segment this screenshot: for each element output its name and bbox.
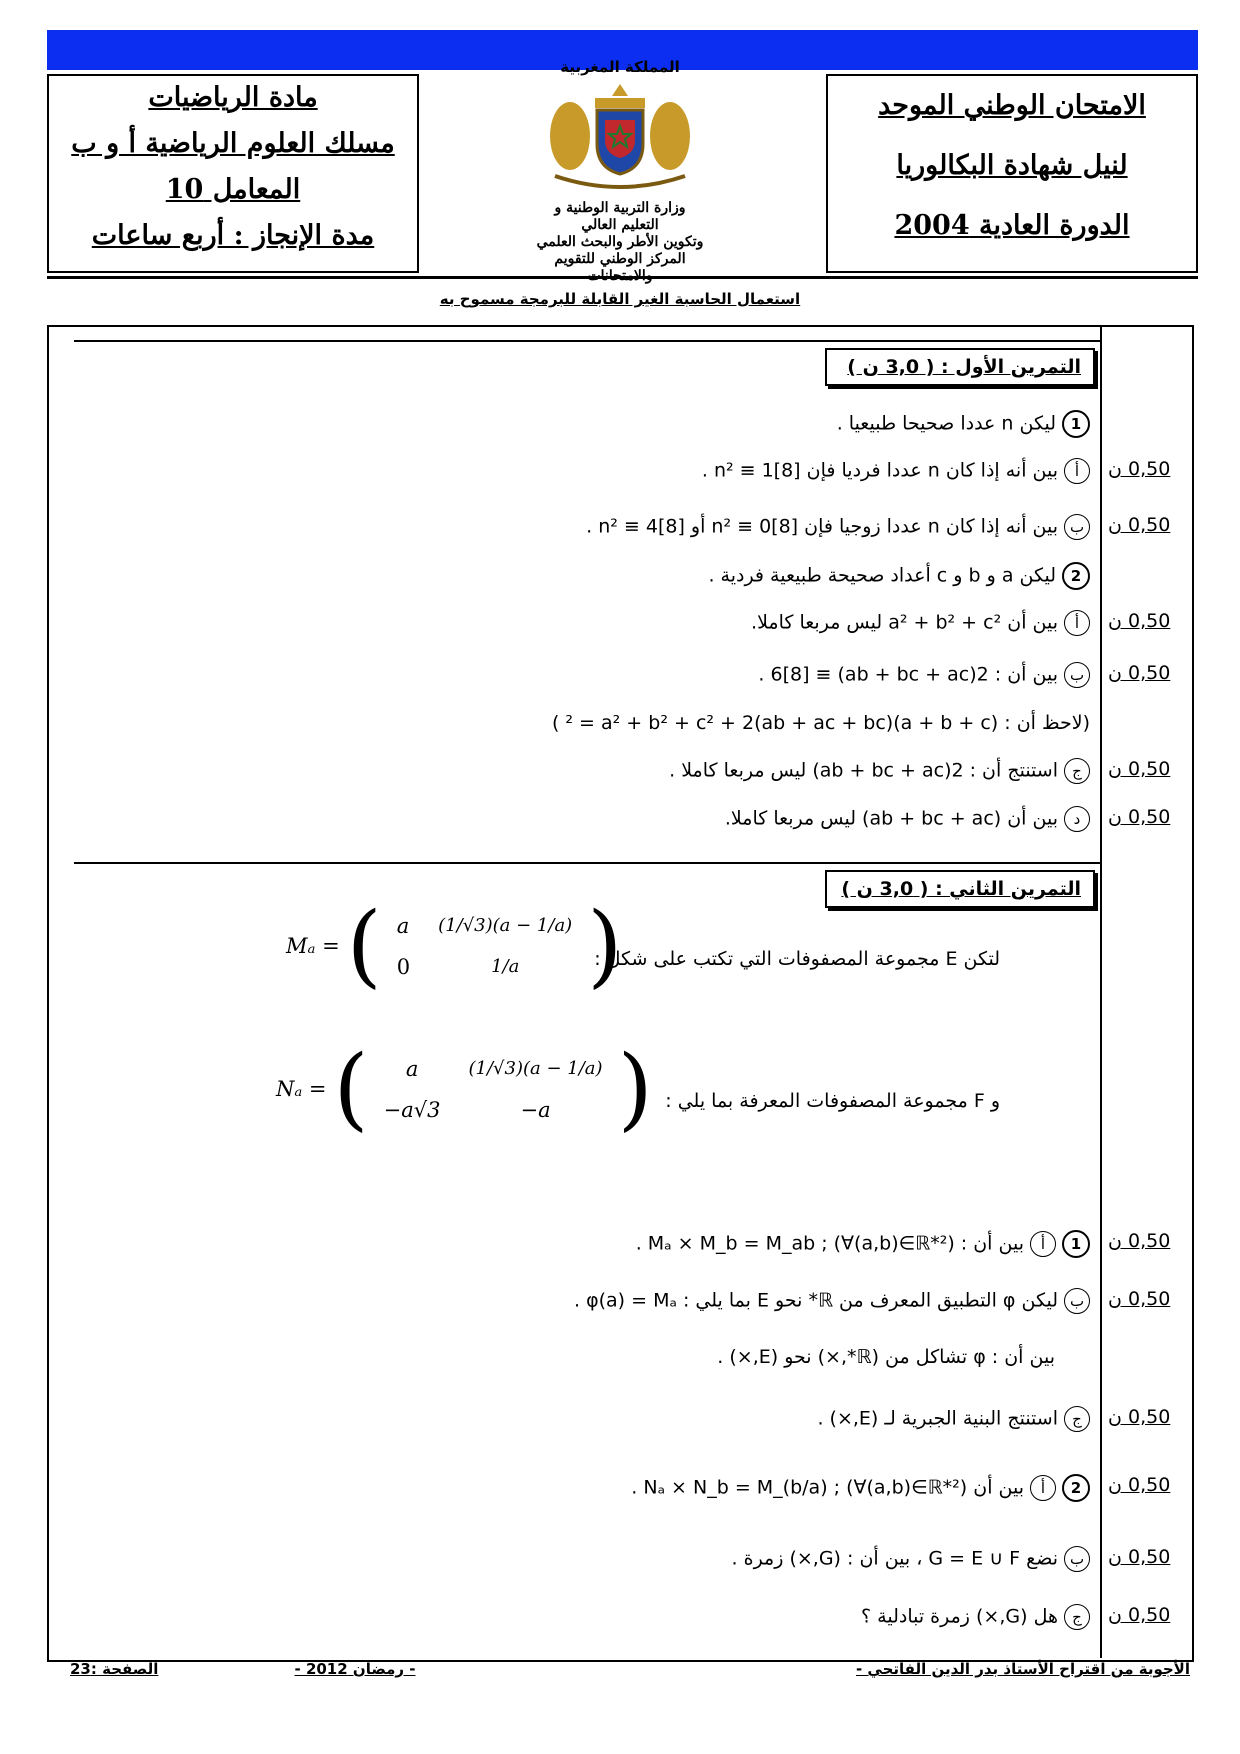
matrix-M — [285, 893, 623, 998]
ministry-line-3: المركز الوطني للتقويم — [554, 251, 686, 267]
ex2-q1b-cont: بين أن : φ تشاكل من (ℝ*,×) نحو (E,×) . — [717, 1346, 1055, 1368]
footer-author: الأجوبة من اقتراح الأستاذ بدر الدين الفاتحي - — [855, 1660, 1190, 1678]
matrix-M-r1c2: (1/√3)(a − 1/a) — [438, 915, 573, 936]
exercise-2-title: التمرين الثاني : ( 3,0 ن ) — [825, 870, 1095, 908]
matrix-M-r2c1: 0 — [396, 954, 411, 979]
ex2-q2c-points: 0,50 ن — [1108, 1604, 1171, 1626]
exam-title-line-2: لنيل شهادة البكالوريا — [896, 150, 1128, 181]
ex2-q1c: جاستنتج البنية الجبرية لـ (E,×) . — [817, 1406, 1090, 1432]
exam-duration: مدة الإنجاز : أربع ساعات — [91, 220, 375, 251]
ex2-q2a-points: 0,50 ن — [1108, 1474, 1171, 1496]
header-divider — [47, 276, 1198, 279]
ex2-intro-F: و F مجموعة المصفوفات المعرفة بما يلي : — [665, 1090, 1000, 1112]
ex2-q2a: 2أبين أن Nₐ × N_b = M_(b/a) ; (∀(a,b)∈ℝ*²) . — [631, 1474, 1090, 1502]
subject-coefficient: المعامل 10 — [165, 174, 301, 205]
ex1-q2c: جاستنتج أن : 2(ab + bc + ac) ليس مربعا كاملا . — [669, 758, 1090, 784]
matrix-M-r2c2: 1/a — [491, 956, 520, 977]
matrix-N-r2c2: −a — [520, 1097, 551, 1122]
exam-session: الدورة العادية 2004 — [894, 210, 1130, 241]
ex2-q1a-points: 0,50 ن — [1108, 1230, 1171, 1252]
ex1-q1a-points: 0,50 ن — [1108, 458, 1171, 480]
matrix-N — [275, 1036, 654, 1141]
ex1-q2a-points: 0,50 ن — [1108, 610, 1171, 632]
ex1-hint: (لاحظ أن : (a + b + c)² = a² + b² + c² + 2(ab + ac + bc) ) — [551, 712, 1090, 734]
matrix-M-right-paren: ) — [587, 893, 623, 998]
subject-info-box — [47, 74, 419, 273]
ex2-q1a: 1أبين أن : Mₐ × M_b = M_ab ; (∀(a,b)∈ℝ*²) . — [636, 1230, 1090, 1258]
matrix-M-r1c1: a — [396, 913, 410, 938]
matrix-N-left-paren: ( — [333, 1036, 369, 1141]
exercise-1-separator — [74, 340, 1100, 342]
ex1-q1-stem: 1ليكن n عددا صحيحا طبيعيا . — [837, 410, 1090, 438]
ex1-q1b: ببين أنه إذا كان n عددا زوجيا فإن n² ≡ 0[8] أو n² ≡ 4[8] . — [586, 514, 1090, 540]
ex1-q2a: أبين أن a² + b² + c² ليس مربعا كاملا. — [751, 610, 1090, 636]
ministry-line-2: وتكوين الأطر والبحث العلمي — [536, 234, 704, 250]
exercise-1-title: التمرين الأول : ( 3,0 ن ) — [825, 348, 1095, 386]
footer-page-number: الصفحة :23 — [70, 1660, 159, 1678]
calculator-note: استعمال الحاسبة الغير القابلة للبرمجة مسموح به — [439, 290, 801, 308]
ex2-q2b-points: 0,50 ن — [1108, 1546, 1171, 1568]
ex1-q2c-points: 0,50 ن — [1108, 758, 1171, 780]
matrix-N-label: Nₐ = — [276, 1077, 327, 1101]
matrix-M-label: Mₐ = — [286, 934, 340, 958]
ministry-line-1: وزارة التربية الوطنية و التعليم العالي — [554, 200, 686, 233]
ex1-q2d: دبين أن (ab + bc + ac) ليس مربعا كاملا. — [725, 806, 1090, 832]
ministry-name — [535, 200, 705, 285]
ex2-q2c: جهل (G,×) زمرة تبادلية ؟ — [861, 1604, 1090, 1630]
ex2-intro-E: لتكن E مجموعة المصفوفات التي تكتب على شكل : — [594, 948, 1000, 970]
exam-title-box — [826, 74, 1198, 273]
ex2-q1b-points: 0,50 ن — [1108, 1288, 1171, 1310]
ex1-q2b-points: 0,50 ن — [1108, 662, 1171, 684]
ex1-q2-stem: 2ليكن a و b و c أعداد صحيحة طبيعية فردية . — [708, 562, 1090, 590]
matrix-N-right-paren: ) — [617, 1036, 653, 1141]
ex2-q2b: بنضع G = E ∪ F ، بين أن : (G,×) زمرة . — [732, 1546, 1090, 1572]
matrix-N-r1c2: (1/√3)(a − 1/a) — [468, 1058, 603, 1079]
kingdom-label: المملكة المغربية — [560, 58, 680, 76]
kingdom-seal — [535, 58, 705, 268]
points-column-divider — [1100, 325, 1102, 1658]
ex1-q2d-points: 0,50 ن — [1108, 806, 1171, 828]
subject-track: مسلك العلوم الرياضية أ و ب — [71, 128, 395, 159]
coat-of-arms-icon — [535, 76, 705, 196]
matrix-M-left-paren: ( — [346, 893, 382, 998]
footer-date: - رمضان 2012 - — [294, 1660, 416, 1678]
ex2-q1c-points: 0,50 ن — [1108, 1406, 1171, 1428]
ex1-q2b: ببين أن : 2(ab + bc + ac) ≡ 6[8] . — [758, 662, 1090, 688]
matrix-N-r1c1: a — [405, 1056, 419, 1081]
ex1-q1b-points: 0,50 ن — [1108, 514, 1171, 536]
exam-title-line-1: الامتحان الوطني الموحد — [878, 90, 1146, 121]
ex1-q1a: أبين أنه إذا كان n عددا فرديا فإن n² ≡ 1[8] . — [702, 458, 1090, 484]
exercise-2-separator — [74, 862, 1100, 864]
matrix-N-r2c1: −a√3 — [383, 1097, 441, 1122]
ex2-q1b: بليكن φ التطبيق المعرف من ℝ* نحو E بما يلي : φ(a) = Mₐ . — [574, 1288, 1090, 1314]
subject-name: مادة الرياضيات — [148, 82, 318, 113]
